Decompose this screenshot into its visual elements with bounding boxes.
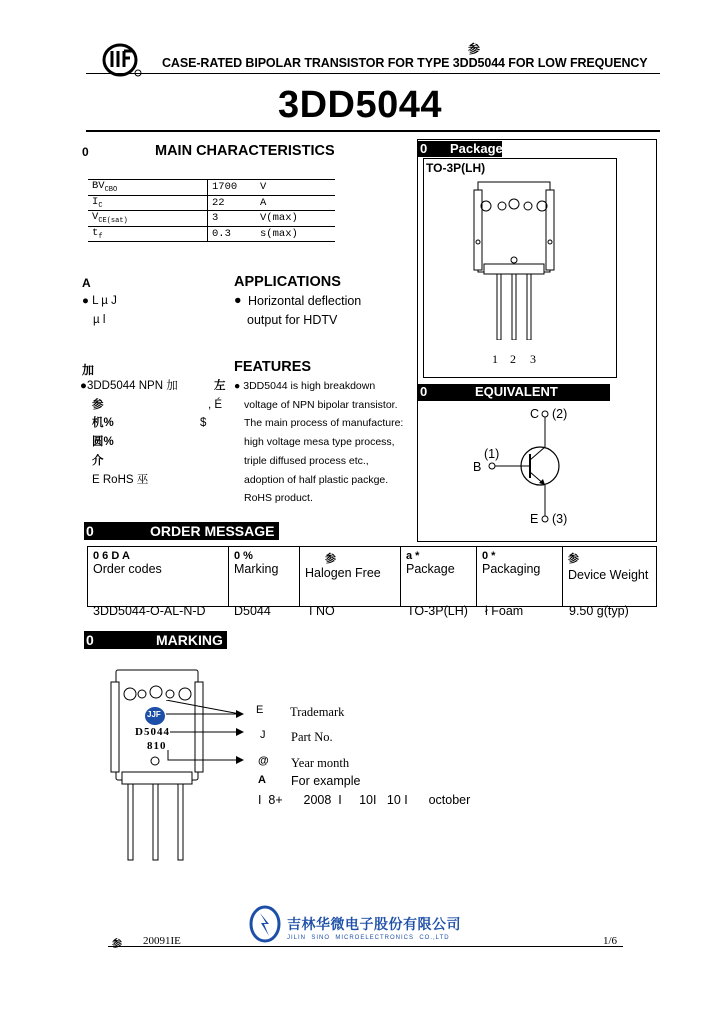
features-cn-line: 机% bbox=[92, 417, 114, 430]
order-glyph: 0 bbox=[86, 523, 94, 539]
order-value: I NO bbox=[309, 604, 335, 618]
features-cn-right bbox=[198, 377, 226, 433]
part-number: 3DD5044 bbox=[277, 84, 443, 126]
main-char-heading: MAIN CHARACTERISTICS bbox=[155, 143, 335, 159]
order-value: 9.50 g(typ) bbox=[569, 604, 629, 618]
marking-label-glyph: J bbox=[260, 729, 266, 741]
marking-bar bbox=[84, 631, 227, 649]
application-item: output for HDTV bbox=[247, 313, 338, 327]
param-name: t bbox=[92, 226, 99, 239]
features-cn-right-line: $ bbox=[200, 417, 207, 430]
header-glyph: 参 bbox=[468, 42, 481, 56]
order-value: TO-3P(LH) bbox=[407, 604, 468, 618]
pin-label: 2 bbox=[510, 352, 516, 366]
applications-heading: APPLICATIONS bbox=[234, 274, 341, 290]
marking-glyph: 0 bbox=[86, 632, 94, 648]
page-number: 1/6 bbox=[603, 935, 618, 947]
base-label: B bbox=[473, 460, 482, 474]
marking-heading: MARKING bbox=[156, 632, 223, 648]
table-row bbox=[88, 180, 335, 196]
feature-line: adoption of half plastic packge. bbox=[244, 473, 389, 486]
company-name-en: JILIN SINO MICROELECTRONICS CO.,LTD bbox=[287, 935, 450, 941]
order-cell bbox=[88, 547, 229, 607]
features-cn-line: 介 bbox=[92, 454, 104, 467]
order-value: D5044 bbox=[234, 604, 271, 618]
application-item: Horizontal deflection bbox=[248, 294, 362, 308]
feature-line: The main process of manufacture: bbox=[244, 417, 404, 430]
document-title: CASE-RATED BIPOLAR TRANSISTOR FOR TYPE 3DD5044 FOR LOW FREQUENCY bbox=[162, 56, 648, 70]
features-cn-right-line: 左 bbox=[214, 380, 226, 392]
param-unit: s(max) bbox=[256, 226, 335, 242]
equiv-circuit-glyph: 0 bbox=[420, 384, 428, 399]
main-char-table bbox=[88, 179, 335, 242]
footer-rule bbox=[108, 946, 623, 947]
order-cell bbox=[229, 547, 300, 607]
emitter-label: E bbox=[530, 512, 539, 526]
order-value: ł Foam bbox=[485, 604, 524, 618]
feature-line: high voltage mesa type process, bbox=[244, 436, 395, 449]
param-value: 22 bbox=[208, 195, 257, 211]
features-cn-line: 参 bbox=[92, 398, 104, 411]
order-header: Marking bbox=[234, 562, 279, 576]
order-cell-glyph: 参 bbox=[568, 553, 579, 565]
marking-label-partno: Part No. bbox=[291, 730, 333, 744]
company-emblem-icon bbox=[249, 905, 281, 948]
param-name: I bbox=[92, 195, 99, 208]
marking-example-line: I 8+ 2008 I 10I 10 I october bbox=[258, 793, 471, 807]
features-heading: FEATURES bbox=[234, 359, 312, 375]
base-pin: (1) bbox=[484, 447, 500, 461]
table-row bbox=[88, 547, 657, 607]
param-sub: C bbox=[98, 201, 103, 210]
table-row bbox=[88, 211, 335, 227]
pin-label: 1 bbox=[492, 352, 498, 366]
param-value: 1700 bbox=[208, 180, 257, 196]
main-char-glyph: 0 bbox=[82, 145, 89, 159]
company-name-cn: 吉林华微电子股份有限公司 bbox=[287, 916, 461, 932]
marking-label-glyph: E bbox=[256, 704, 264, 716]
table-row bbox=[88, 195, 335, 211]
marking-label-glyph: @ bbox=[258, 755, 269, 767]
marking-label-glyph: A bbox=[258, 774, 266, 786]
collector-pin: (2) bbox=[552, 407, 568, 421]
pin-label: 3 bbox=[530, 352, 536, 366]
order-header: Package bbox=[406, 562, 455, 576]
package-drawing bbox=[470, 180, 580, 345]
param-value: 0.3 bbox=[208, 226, 257, 242]
order-header: Packaging bbox=[482, 562, 541, 576]
order-cell bbox=[563, 547, 657, 607]
param-sub: CBO bbox=[104, 186, 118, 195]
order-header: Device Weight bbox=[568, 568, 649, 582]
order-cell-glyph: 0 % bbox=[234, 550, 253, 562]
param-sub: f bbox=[98, 232, 103, 241]
package-heading: Package bbox=[450, 141, 503, 156]
param-value: 3 bbox=[208, 211, 257, 227]
order-cell-glyph: 参 bbox=[325, 553, 336, 565]
table-row bbox=[88, 226, 335, 242]
chip-part-marking: D5044 bbox=[135, 726, 170, 738]
features-en-block bbox=[234, 377, 403, 508]
features-glyph: 加 bbox=[82, 363, 95, 377]
collector-letter: C bbox=[530, 407, 540, 421]
order-cell bbox=[401, 547, 477, 607]
title-rule bbox=[86, 130, 660, 132]
features-cn-line: E RoHS 巫 bbox=[92, 473, 149, 486]
applications-cn-line: µ l bbox=[93, 314, 106, 326]
chip-date-code: 810 bbox=[147, 740, 167, 752]
param-unit: V bbox=[256, 180, 335, 196]
order-header: Order codes bbox=[93, 562, 162, 576]
order-cell-glyph: 0 * bbox=[482, 550, 496, 562]
package-glyph: 0 bbox=[420, 141, 428, 156]
package-type: TO-3P(LH) bbox=[426, 161, 486, 175]
param-unit: A bbox=[256, 195, 335, 211]
applications-cn-line: ● L µ J bbox=[82, 295, 117, 307]
equiv-circuit-bar bbox=[418, 384, 610, 414]
order-header: Halogen Free bbox=[305, 566, 381, 580]
marking-label-yearmonth: Year month bbox=[291, 756, 350, 770]
order-cell-glyph: 0 6 D A bbox=[93, 550, 130, 562]
package-bar bbox=[418, 141, 502, 157]
features-cn-line: ●3DD5044 NPN 加 bbox=[80, 380, 178, 392]
order-value: 3DD5044-O-AL-N-D bbox=[93, 604, 206, 618]
feature-line: triple diffused process etc., bbox=[244, 454, 369, 467]
chip-logo: JJF bbox=[147, 710, 161, 719]
param-unit: V(max) bbox=[256, 211, 335, 227]
order-bar bbox=[84, 522, 279, 540]
param-name: V bbox=[92, 211, 99, 224]
order-heading: ORDER MESSAGE bbox=[150, 523, 275, 539]
bullet-icon: ● bbox=[234, 293, 242, 307]
collector-label bbox=[530, 407, 539, 421]
applications-glyph: A bbox=[82, 276, 91, 290]
feature-line: RoHS product. bbox=[244, 492, 313, 505]
param-name: BV bbox=[92, 180, 105, 193]
feature-line: ● 3DD5044 is high breakdown bbox=[234, 380, 376, 392]
features-cn-line: 圆% bbox=[92, 436, 114, 449]
features-cn-right-line: , É bbox=[208, 398, 223, 411]
marking-label-example: For example bbox=[291, 774, 361, 788]
emitter-pin: (3) bbox=[552, 512, 568, 526]
equiv-circuit-heading: EQUIVALENT CIRCUIT bbox=[475, 384, 558, 414]
header-rule bbox=[86, 73, 660, 74]
param-sub: CE(sat) bbox=[98, 217, 128, 226]
features-cn-block bbox=[80, 377, 178, 489]
marking-label-trademark: Trademark bbox=[290, 705, 345, 719]
order-cell-glyph: a * bbox=[406, 550, 420, 562]
order-cell bbox=[477, 547, 563, 607]
feature-line: voltage of NPN bipolar transistor. bbox=[244, 398, 398, 411]
order-table bbox=[87, 546, 657, 607]
order-cell bbox=[300, 547, 401, 607]
company-logo bbox=[102, 43, 142, 77]
footer-glyph: 参 bbox=[112, 939, 122, 950]
footer-date: 20091IE bbox=[143, 935, 181, 947]
